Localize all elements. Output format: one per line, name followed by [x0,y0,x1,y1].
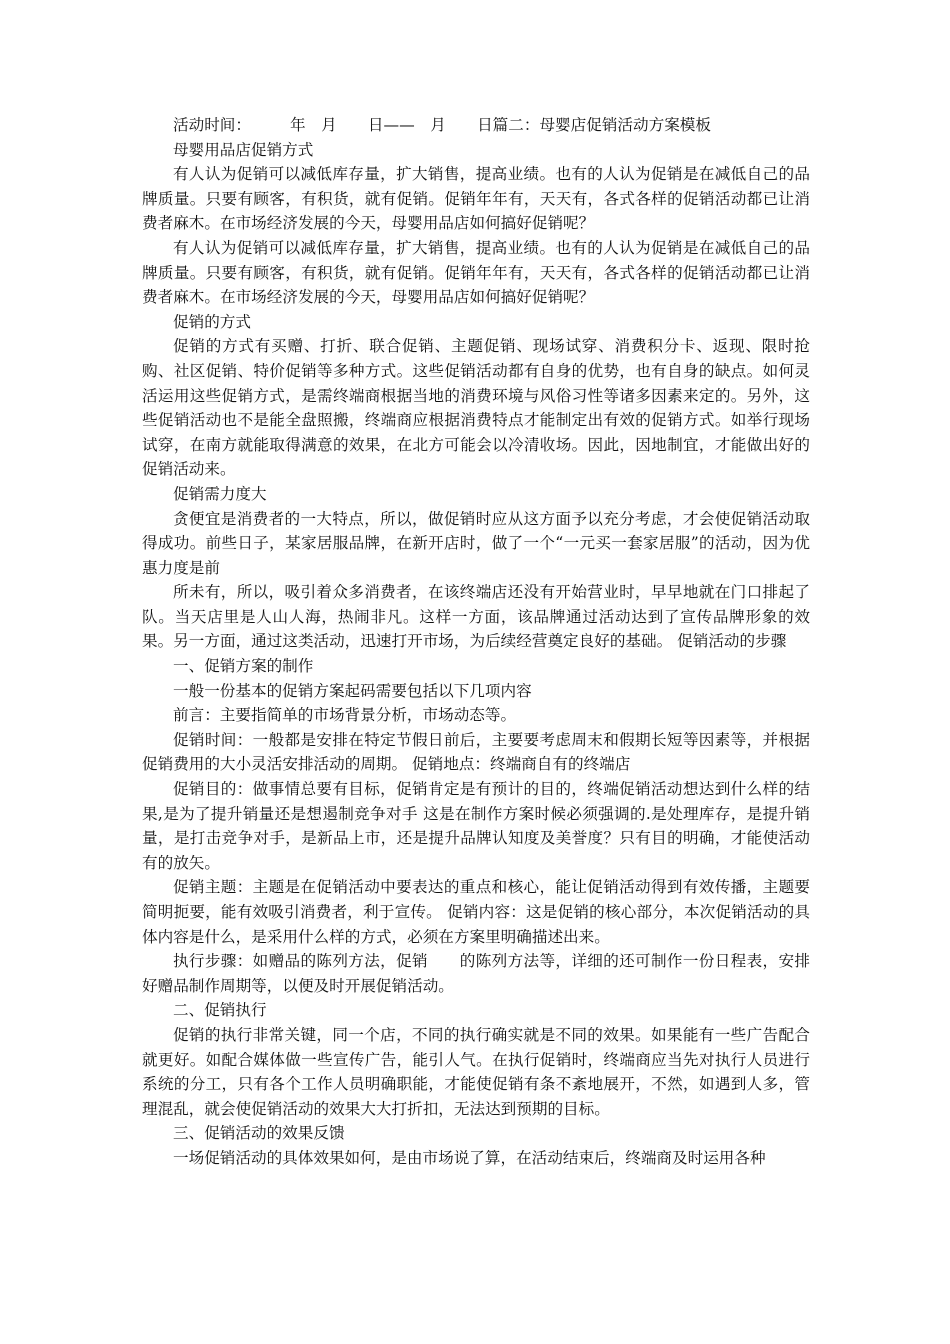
paragraph-promotion-theme: 促销主题：主题是在促销活动中要表达的重点和核心，能让促销活动得到有效传播，主题要简明扼要，能有效吸引消费者，利于宣传。 促销内容：这是促销的核心部分，本次促销活动的具体内容是什么，是采用什么样的方式，必须在方案里明确描述出来。 [142,878,810,946]
heading-effect-feedback: 三、促销活动的效果反馈 [173,1124,345,1143]
paragraph-promotion-purpose: 促销目的：做事情总要有目标，促销肯定是有预计的目的，终端促销活动想达到什么样的结果,是为了提升销量还是想遏制竞争对手 这是在制作方案时候必须强调的.是处理库存，是提升销量，是打击竞争对手，是新品上市，还是提升品牌认知度及美誉度？只有目的明确，才能使活动有的放矢。 [142,780,810,872]
paragraph-promotion-time: 促销时间：一般都是安排在特定节假日前后，主要要考虑周末和假期长短等因素等，并根据促销费用的大小灵活安排活动的周期。 促销地点：终端商自有的终端店 [142,730,810,774]
paragraph-promotion-ways: 促销的方式有买赠、打折、联合促销、主题促销、现场试穿、消费积分卡、返现、限时抢购、社区促销、特价促销等多种方式。这些促销活动都有自身的优势，也有自身的缺点。如何灵活运用这些促销方式，是需终端商根据当地的消费环境与风俗习性等诸多因素来定的。另外，这些促销活动也不是能全盘照搬，终端商应根据消费特点才能制定出有效的促销方式。如举行现场试穿，在南方就能取得满意的效果，在北方可能会以冷清收场。因此，因地制宜，才能做出好的促销活动来。 [142,337,810,479]
heading-promotion-methods-store: 母婴用品店促销方式 [173,140,314,159]
paragraph-intro-2: 有人认为促销可以减低库存量，扩大销售，提高业绩。也有的人认为促销是在减低自己的品牌质量。只要有顾客，有积货，就有促销。促销年年有，天天有，各式各样的促销活动都已让消费者麻木。在市场经济发展的今天，母婴用品店如何搞好促销呢？ [142,238,810,307]
paragraph-promotion-execution: 促销的执行非常关键，同一个店，不同的执行确实就是不同的效果。如果能有一些广告配合就更好。如配合媒体做一些宣传广告，能引人气。在执行促销时，终端商应当先对执行人员进行系统的分工，只有各个工作人员明确职能，才能使促销有条不紊地展开，不然，如遇到人多，管理混乱，就会使促销活动的效果大大打折扣，无法达到预期的目标。 [142,1025,810,1118]
paragraph-activity-time: 活动时间： 年 月 日—— 月 日篇二：母婴店促销活动方案模板 [173,116,711,134]
paragraph-intro-1: 有人认为促销可以减低库存量，扩大销售，提高业绩。也有的人认为促销是在减低自己的品牌质量。只要有顾客，有积货，就有促销。促销年年有，天天有，各式各样的促销活动都已让消费者麻木。在市场经济发展的今天，母婴用品店如何搞好促销呢？ [142,165,810,233]
heading-promotion-ways: 促销的方式 [173,312,251,331]
paragraph-promotion-strength-1: 贪便宜是消费者的一大特点，所以，做促销时应从这方面予以充分考虑，才会使促销活动取得成功。前些日子，某家居服品牌，在新开店时，做了一个“一元买一套家居服”的活动，因为优惠力度是前 [142,509,810,577]
paragraph-promotion-strength-2: 所未有，所以，吸引着众多消费者，在该终端店还没有开始营业时，早早地就在门口排起了队。当天店里是人山人海，热闹非凡。这样一方面，该品牌通过活动达到了宣传品牌形象的效果。另一方面，通过这类活动，迅速打开市场，为后续经营奠定良好的基础。 促销活动的步骤 [142,583,810,651]
heading-plan-making: 一、促销方案的制作 [173,657,314,676]
paragraph-plan-contents: 一般一份基本的促销方案起码需要包括以下几项内容 [173,681,532,700]
paragraph-effect-feedback: 一场促销活动的具体效果如何，是由市场说了算，在活动结束后，终端商及时运用各种 [173,1148,766,1167]
heading-promotion-strength: 促销需力度大 [173,484,267,503]
heading-promotion-execution: 二、促销执行 [173,1001,267,1020]
paragraph-execution-steps: 执行步骤：如赠品的陈列方法，促销 的陈列方法等，详细的还可制作一份日程表，安排好赠品制作周期等，以便及时开展促销活动。 [142,952,810,995]
document-body [142,113,810,1171]
paragraph-preface: 前言：主要指简单的市场背景分析，市场动态等。 [173,706,517,725]
